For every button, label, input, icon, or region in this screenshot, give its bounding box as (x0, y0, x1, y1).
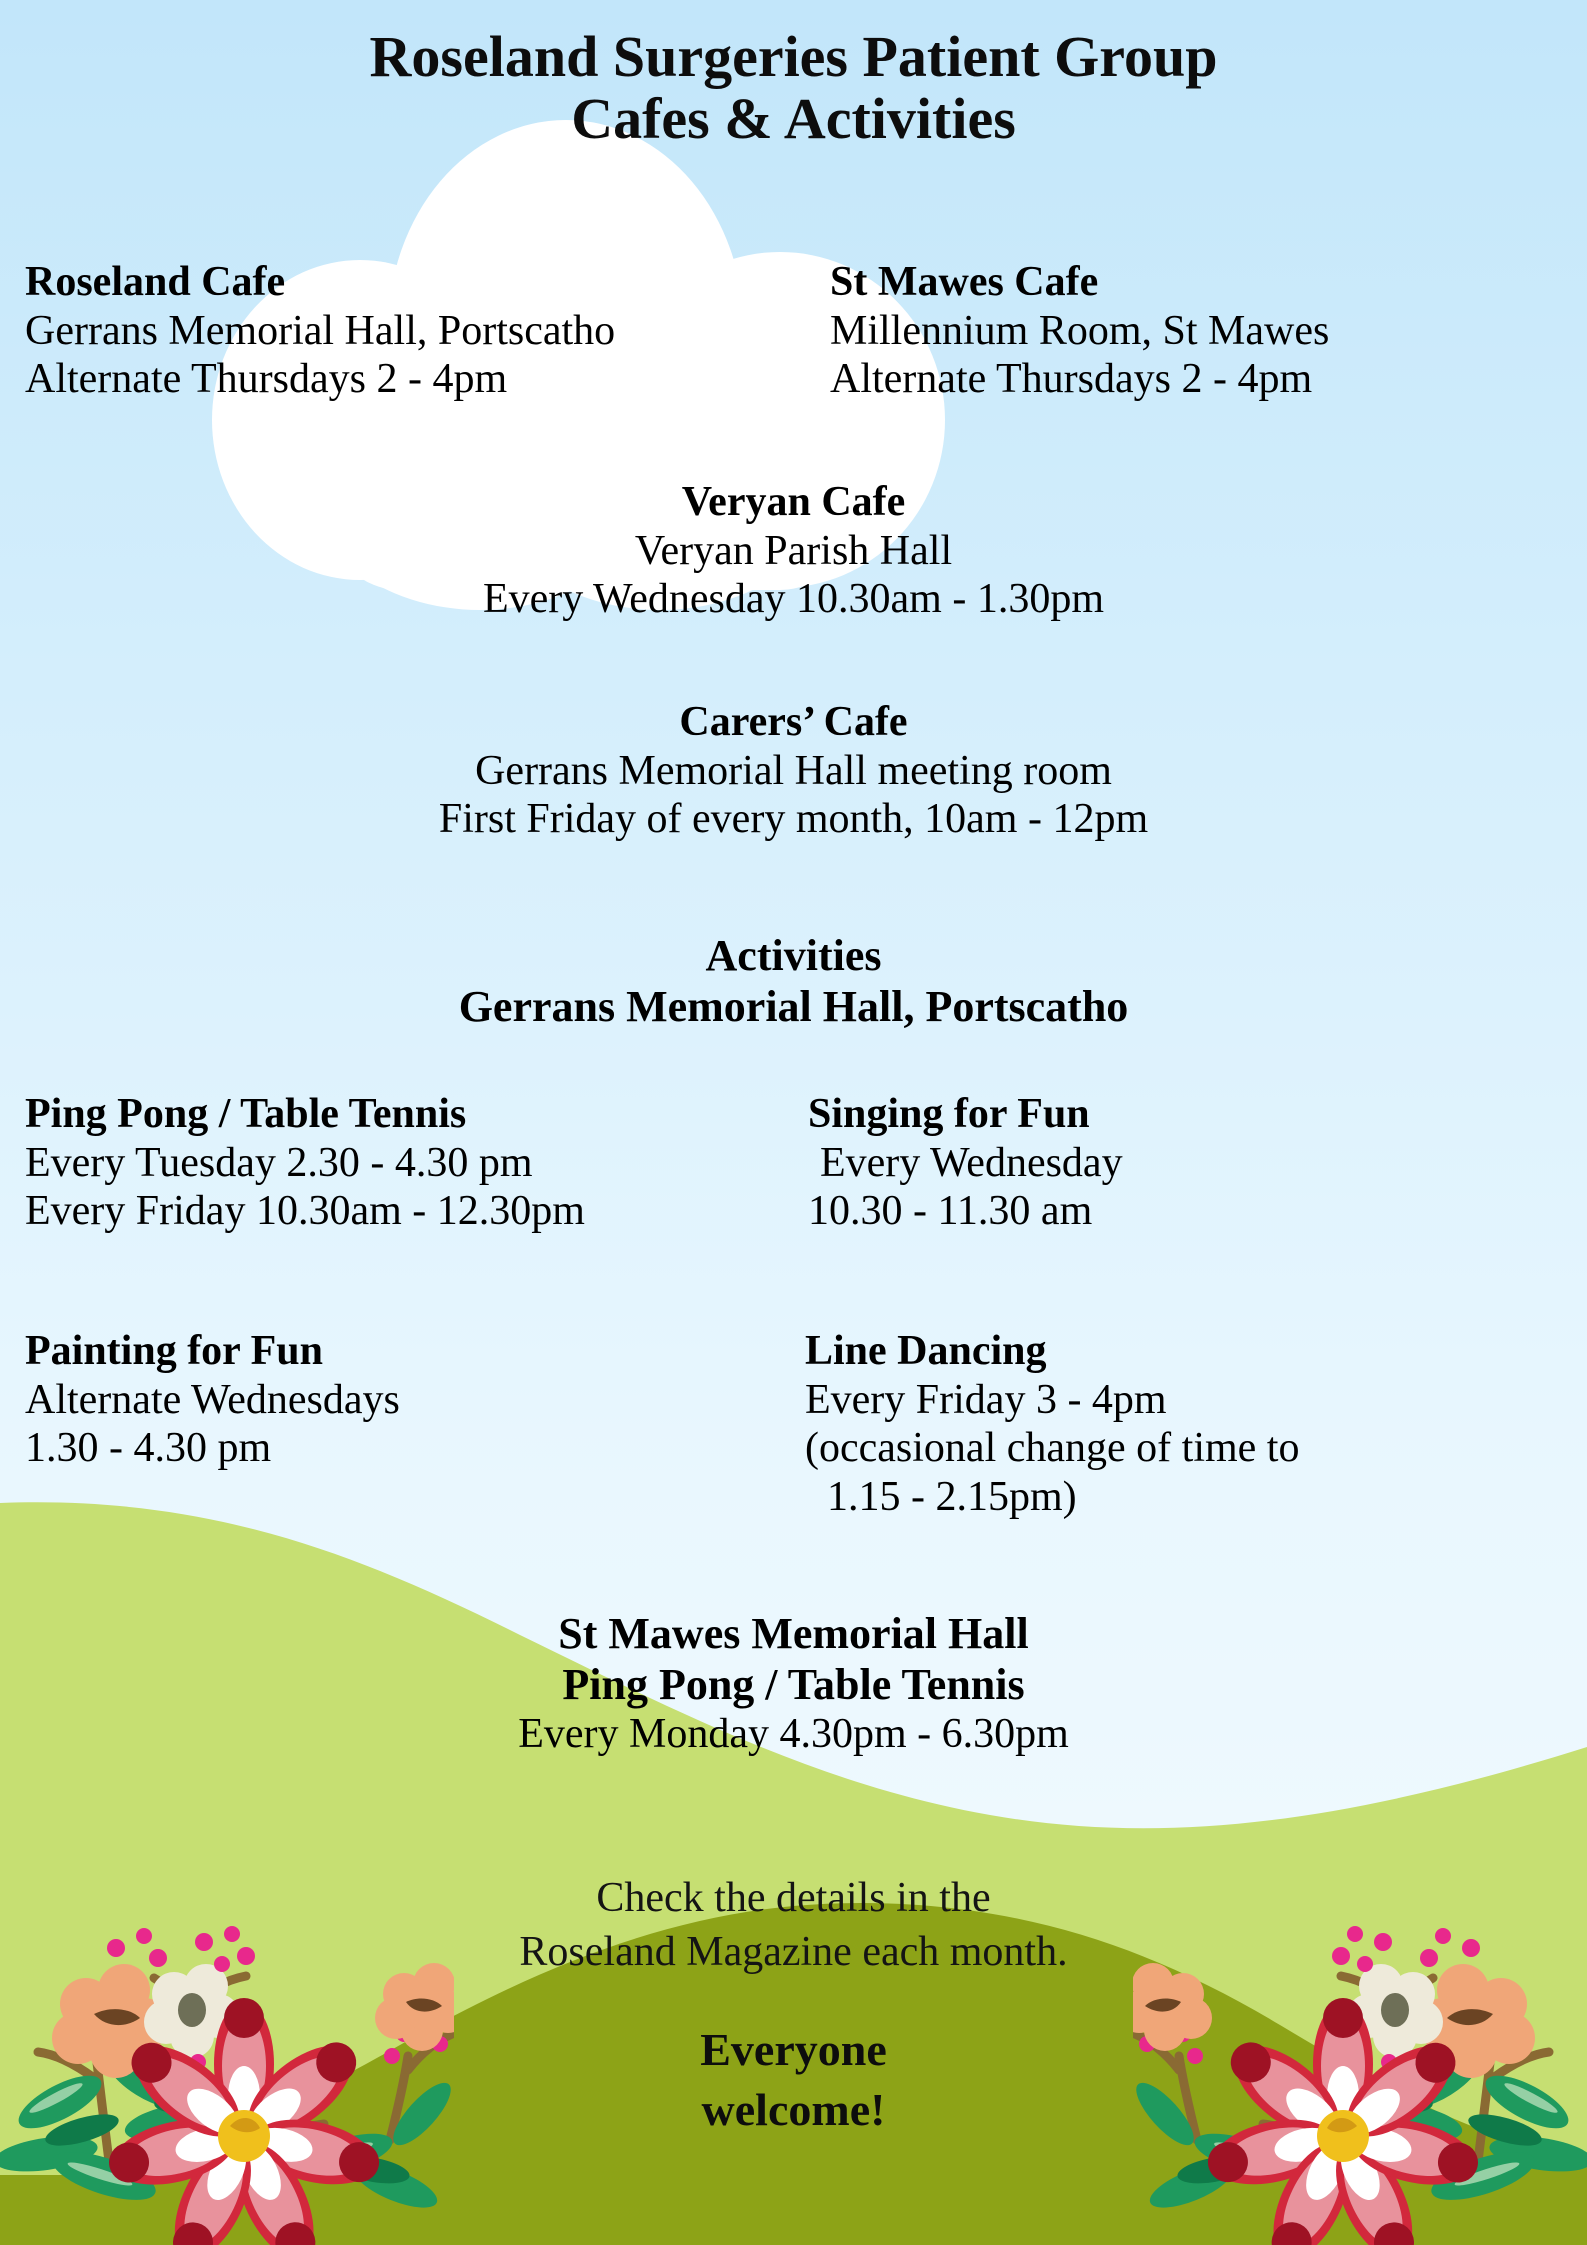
title-line-1: Roseland Surgeries Patient Group (369, 24, 1218, 89)
title-line-2: Cafes & Activities (571, 86, 1016, 152)
blossom-center-cream-right (1381, 1993, 1409, 2027)
cafe-roseland (25, 258, 815, 404)
activity-painting-name: Painting for Fun (25, 1328, 323, 1374)
activity-singing-time-1: Every Wednesday (820, 1139, 1123, 1186)
activity-ping-pong (25, 1090, 785, 1236)
activity-singing-name: Singing for Fun (808, 1091, 1090, 1137)
activity-painting-time-1: Alternate Wednesdays (25, 1376, 400, 1423)
flower-cluster-left-svg (0, 1886, 454, 2245)
activity-singing-time-2: 10.30 - 11.30 am (808, 1188, 1093, 1235)
cafe-carers-name: Carers’ Cafe (679, 699, 908, 745)
activity-line-dancing-time-1: Every Friday 3 - 4pm (805, 1376, 1167, 1423)
activity-painting (25, 1327, 785, 1473)
welcome-line-1: Everyone (700, 2024, 887, 2075)
flower-cluster-right-svg (1133, 1886, 1587, 2245)
st-mawes-hall-venue: St Mawes Memorial Hall (558, 1609, 1029, 1658)
st-mawes-hall-activity: Ping Pong / Table Tennis (562, 1660, 1025, 1710)
cafe-roseland-venue: Gerrans Memorial Hall, Portscatho (25, 307, 616, 354)
cafe-st-mawes-venue: Millennium Room, St Mawes (830, 307, 1330, 354)
page-title (0, 26, 1587, 150)
activity-ping-pong-time-1: Every Tuesday 2.30 - 4.30 pm (25, 1139, 533, 1186)
cafe-carers (0, 698, 1587, 844)
activities-heading: Activities (705, 931, 882, 980)
cafe-veryan-venue: Veryan Parish Hall (634, 527, 953, 574)
activity-line-dancing-time-2: (occasional change of time to (805, 1425, 1300, 1472)
flower-cluster-left (0, 1886, 454, 2245)
cafe-st-mawes-time: Alternate Thursdays 2 - 4pm (830, 356, 1313, 403)
activity-line-dancing-name: Line Dancing (805, 1328, 1047, 1374)
activities-heading-block (0, 930, 1587, 1032)
cafe-st-mawes (830, 258, 1570, 404)
activities-venue-heading: Gerrans Memorial Hall, Portscatho (458, 982, 1129, 1032)
cafe-carers-time: First Friday of every month, 10am - 12pm (438, 796, 1149, 843)
activity-singing (808, 1090, 1568, 1236)
flower-cluster-right (1133, 1886, 1587, 2245)
cafe-st-mawes-name: St Mawes Cafe (830, 259, 1099, 305)
cafe-veryan (0, 478, 1587, 624)
cafe-veryan-name: Veryan Cafe (681, 479, 906, 525)
blossom-center-cream-left (178, 1993, 206, 2027)
cafe-carers-venue: Gerrans Memorial Hall meeting room (475, 747, 1112, 794)
st-mawes-hall-time: Every Monday 4.30pm - 6.30pm (518, 1711, 1069, 1758)
footer-note-line-2: Roseland Magazine each month. (519, 1928, 1068, 1975)
activity-line-dancing-time-3: 1.15 - 2.15pm) (827, 1474, 1077, 1521)
activity-line-dancing (805, 1327, 1575, 1522)
daisy-center (218, 2110, 270, 2162)
daisy-center (1317, 2110, 1369, 2162)
flower-group (0, 1926, 454, 2245)
activity-ping-pong-time-2: Every Friday 10.30am - 12.30pm (25, 1188, 585, 1235)
st-mawes-hall-block (0, 1608, 1587, 1759)
activity-ping-pong-name: Ping Pong / Table Tennis (25, 1091, 467, 1137)
activity-painting-time-2: 1.30 - 4.30 pm (25, 1425, 272, 1472)
welcome-line-2: welcome! (701, 2083, 886, 2135)
cafe-roseland-time: Alternate Thursdays 2 - 4pm (25, 356, 508, 403)
cafe-roseland-name: Roseland Cafe (25, 259, 286, 305)
footer-note-line-1: Check the details in the (596, 1875, 991, 1921)
flower-group (1133, 1926, 1587, 2245)
cafe-veryan-time: Every Wednesday 10.30am - 1.30pm (482, 576, 1105, 623)
